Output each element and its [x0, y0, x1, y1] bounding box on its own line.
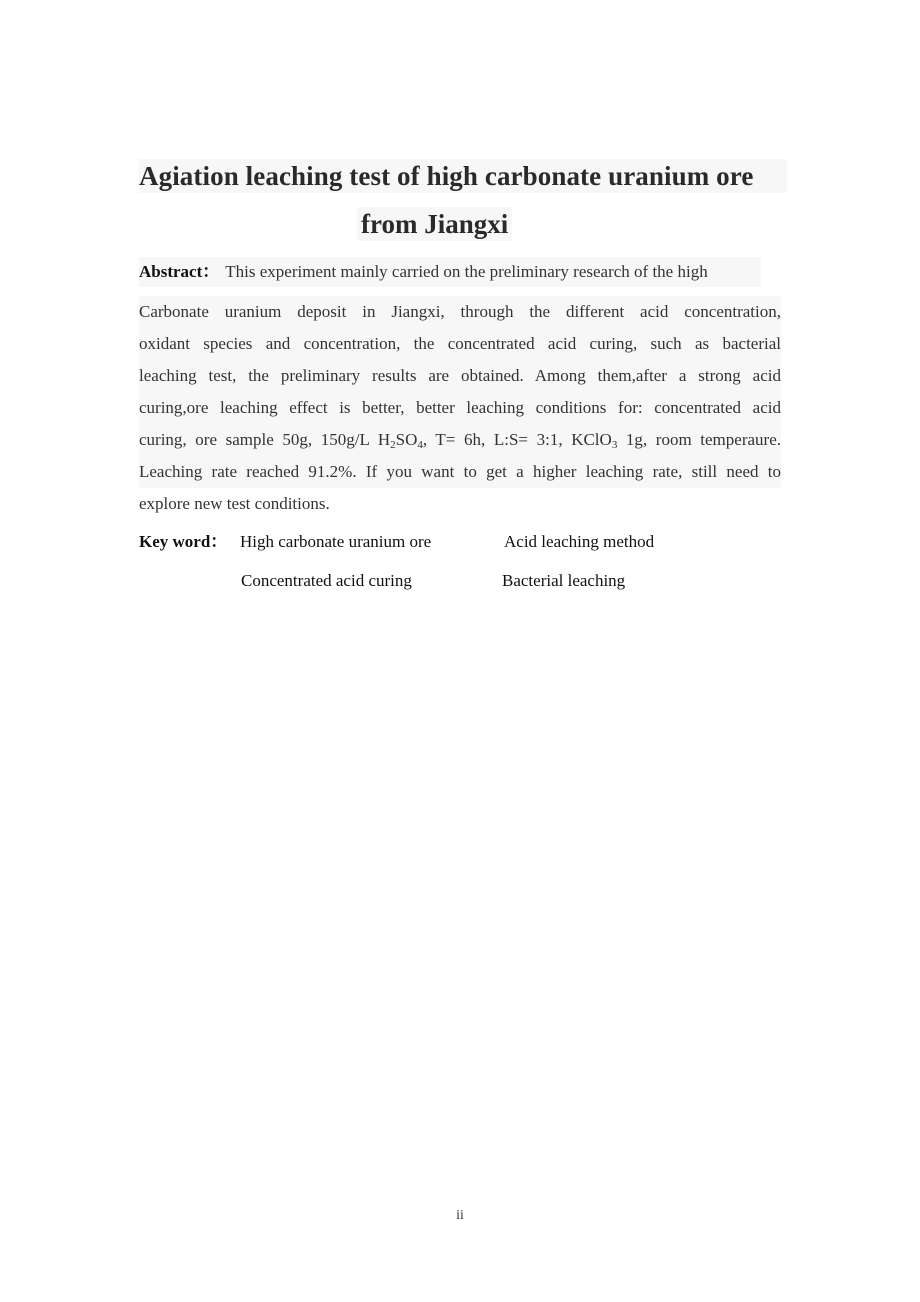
keywords-row-2 — [241, 569, 701, 593]
abstract-label: Abstract： — [139, 262, 220, 281]
conditions-text-a: curing, ore sample 50g, 150g/L H — [139, 430, 391, 449]
abstract-lead-text: This experiment mainly carried on the preliminary research of the high — [225, 262, 708, 281]
conditions-text-b: SO — [395, 430, 418, 449]
abstract-line-conditions — [139, 424, 781, 456]
keywords-row-1 — [139, 530, 699, 554]
abstract-line: Carbonate uranium deposit in Jiangxi, through the different acid concentration, — [139, 296, 781, 328]
keyword-item: Concentrated acid curing — [241, 571, 412, 590]
conditions-text-d: 1g, room temperaure. — [617, 430, 781, 449]
abstract-body — [139, 296, 781, 520]
keyword-item: Acid leaching method — [504, 532, 655, 551]
keyword-item: High carbonate uranium ore — [240, 532, 432, 551]
page-number: ii — [456, 1208, 464, 1223]
keyword-item: Bacterial leaching — [502, 571, 626, 590]
title-line-1: Agiation leaching test of high carbonate uranium ore — [139, 159, 787, 193]
abstract-line: Leaching rate reached 91.2%. If you want to get a higher leaching rate, still need to — [139, 456, 781, 488]
abstract-line-last: explore new test conditions. — [139, 494, 330, 513]
abstract-line: curing,ore leaching effect is better, better leaching conditions for: concentrated acid — [139, 392, 781, 424]
keywords-label: Key word： — [139, 532, 228, 551]
subscript-3: 3 — [611, 439, 618, 451]
abstract-first-line — [139, 257, 761, 287]
conditions-text-c: , T= 6h, L:S= 3:1, KClO — [422, 430, 612, 449]
title-line-2: from Jiangxi — [357, 207, 512, 241]
subscript-2: 2 — [390, 439, 396, 451]
abstract-line: leaching test, the preliminary results are obtained. Among them,after a strong acid — [139, 360, 781, 392]
abstract-line: oxidant species and concentration, the concentrated acid curing, such as bacterial — [139, 328, 781, 360]
subscript-4: 4 — [417, 439, 423, 451]
